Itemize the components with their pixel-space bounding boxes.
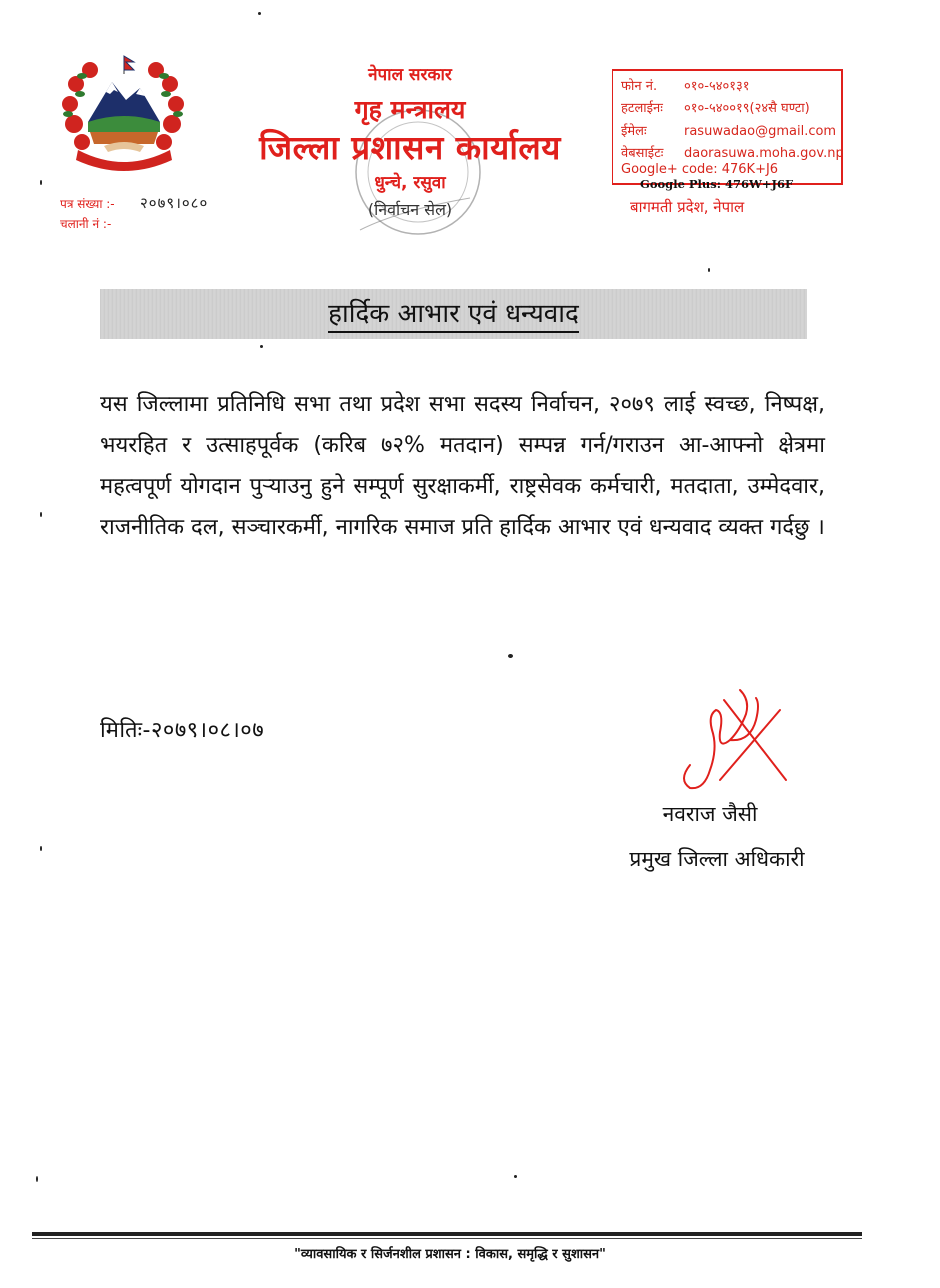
google-plus-code: Google Plus: 476W+J6F bbox=[640, 177, 794, 191]
office-location: धुन्चे, रसुवा bbox=[374, 173, 446, 193]
letter-number-label: पत्र संख्या :- bbox=[60, 197, 115, 211]
scan-speck bbox=[514, 1175, 517, 1178]
email-line bbox=[621, 121, 836, 139]
scan-speck bbox=[708, 268, 710, 272]
email-value: rasuwadao@gmail.com bbox=[684, 124, 837, 139]
website-value: daorasuwa.moha.gov.np bbox=[684, 146, 844, 161]
ministry-name: गृह मन्त्रालय bbox=[354, 95, 466, 124]
website-line bbox=[621, 143, 844, 161]
google-code-line: Google+ code: 476K+J6 bbox=[621, 162, 779, 177]
letter-title bbox=[100, 294, 807, 330]
scan-speck bbox=[508, 654, 513, 658]
signature-image bbox=[660, 670, 790, 810]
footer-rule-thin bbox=[32, 1238, 862, 1239]
hotline-label: हटलाईनः bbox=[621, 101, 663, 116]
office-name: जिल्ला प्रशासन कार्यालय bbox=[259, 128, 561, 167]
election-cell-label: (निर्वाचन सेल) bbox=[367, 200, 453, 219]
scan-speck bbox=[36, 1176, 38, 1182]
letter-body: यस जिल्लामा प्रतिनिधि सभा तथा प्रदेश सभा सदस्य निर्वाचन, २०७९ लाई स्वच्छ, निष्पक्ष, भयरहित र उत्साहपूर्वक (करिब ७२% मतदान) सम्पन्न गर्न/गराउन आ-आफ्नो क्षेत्रमा महत्वपूर्ण योगदान पुऱ्याउनु हुने सम्पूर्ण सुरक्षाकर्मी, राष्ट्रसेवक कर्मचारी, मतदाता, उम्मेदवार, राजनीतिक दल, सञ्चारकर्मी, नागरिक समाज प्रति हार्दिक आभार एवं धन्यवाद व्यक्त गर्दछु । bbox=[100, 392, 825, 540]
letter-date: मितिः-२०७९।०८।०७ bbox=[100, 718, 265, 743]
hotline-line bbox=[621, 98, 810, 116]
contact-box bbox=[612, 69, 843, 185]
website-label: वेबसाईटः bbox=[621, 146, 664, 161]
email-label: ईमेलः bbox=[621, 124, 647, 139]
footer-rule bbox=[32, 1232, 862, 1236]
letter-title-text: हार्दिक आभार एवं धन्यवाद bbox=[328, 299, 579, 333]
signatory-name: नवराज जैसी bbox=[662, 802, 758, 826]
scan-speck bbox=[258, 12, 261, 15]
signatory-title: प्रमुख जिल्ला अधिकारी bbox=[629, 847, 805, 871]
province-name: बागमती प्रदेश, नेपाल bbox=[630, 198, 745, 216]
government-name: नेपाल सरकार bbox=[368, 65, 452, 85]
phone-line bbox=[621, 76, 750, 94]
scan-speck bbox=[40, 180, 42, 185]
scan-speck bbox=[260, 345, 263, 348]
footer-motto: "व्यावसायिक र सिर्जनशील प्रशासन : विकास, समृद्धि र सुशासन" bbox=[294, 1247, 606, 1262]
scan-speck bbox=[40, 846, 42, 851]
phone-label: फोन नं. bbox=[621, 79, 658, 94]
dispatch-number-label: चलानी नं :- bbox=[60, 217, 112, 231]
scan-speck bbox=[40, 512, 42, 517]
phone-value: ०१०-५४०१३१ bbox=[684, 79, 750, 94]
hotline-value: ०१०-५४००१९(२४सै घण्टा) bbox=[684, 101, 810, 116]
nepal-emblem-icon bbox=[60, 52, 188, 172]
letter-number-value: २०७९।०८० bbox=[140, 194, 209, 212]
